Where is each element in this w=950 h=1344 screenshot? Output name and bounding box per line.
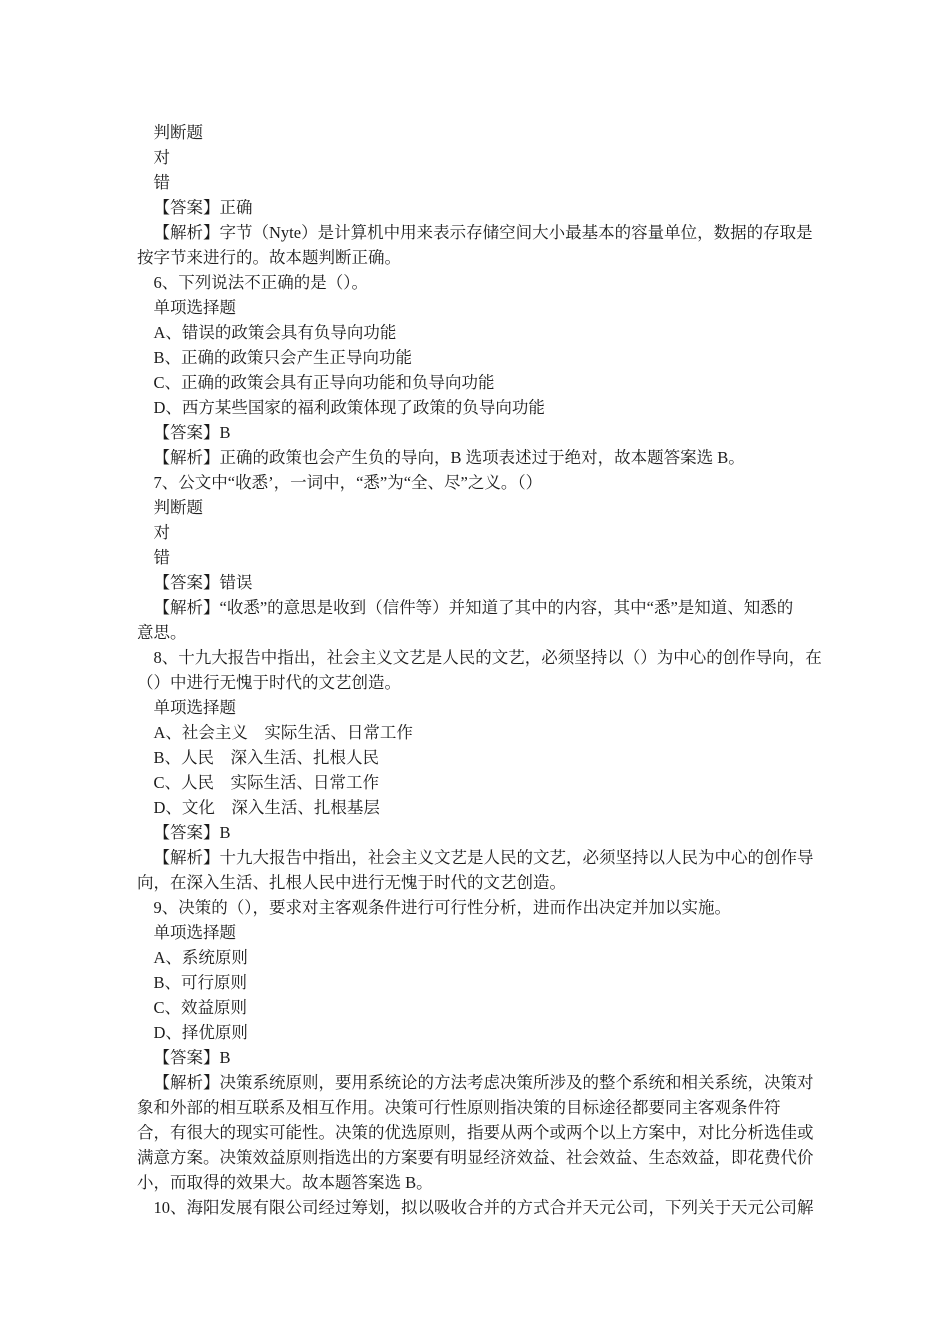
text-line: 单项选择题 <box>153 298 236 317</box>
text-line: D、文化 深入生活、扎根基层 <box>153 798 380 817</box>
text-line: 判断题 <box>153 498 203 517</box>
text-line: 10、海阳发展有限公司经过筹划，拟以吸收合并的方式合并天元公司，下列关于天元公司解 <box>153 1198 814 1217</box>
text-line: 【答案】B <box>153 1048 231 1067</box>
text-line: 【解析】决策系统原则，要用系统论的方法考虑决策所涉及的整个系统和相关系统，决策对 <box>153 1073 814 1092</box>
document-body <box>137 120 822 1220</box>
text-line: 【答案】B <box>153 423 231 442</box>
text-line: 【解析】字节（Nyte）是计算机中用来表示存储空间大小最基本的容量单位，数据的存取是 <box>153 223 813 242</box>
text-line: 象和外部的相互联系及相互作用。决策可行性原则指决策的目标途径都要同主客观条件符 <box>137 1098 781 1117</box>
text-line: 判断题 <box>153 123 203 142</box>
text-line: C、效益原则 <box>153 998 248 1017</box>
text-line: 【答案】正确 <box>153 198 253 217</box>
text-line: 按字节来进行的。故本题判断正确。 <box>137 248 401 267</box>
text-line: 对 <box>153 523 170 542</box>
text-line: 【解析】正确的政策也会产生负的导向，B 选项表述过于绝对，故本题答案选 B。 <box>153 448 745 467</box>
text-line: 8、十九大报告中指出，社会主义文艺是人民的文艺，必须坚持以（）为中心的创作导向，在 <box>153 648 822 667</box>
text-line: 合，有很大的现实可能性。决策的优选原则，指要从两个或两个以上方案中，对比分析选佳或 <box>137 1123 814 1142</box>
text-line: B、人民 深入生活、扎根人民 <box>153 748 380 767</box>
text-line: C、正确的政策会具有正导向功能和负导向功能 <box>153 373 495 392</box>
text-line: 【解析】“收悉”的意思是收到（信件等）并知道了其中的内容，其中“悉”是知道、知悉的 <box>153 598 794 617</box>
text-line: 意思。 <box>137 623 187 642</box>
text-line: 对 <box>153 148 170 167</box>
text-line: 错 <box>153 548 170 567</box>
text-line: 【答案】错误 <box>153 573 253 592</box>
text-line: A、社会主义 实际生活、日常工作 <box>153 723 413 742</box>
text-line: D、西方某些国家的福利政策体现了政策的负导向功能 <box>153 398 545 417</box>
text-line: A、系统原则 <box>153 948 248 967</box>
text-line: 向，在深入生活、扎根人民中进行无愧于时代的文艺创造。 <box>137 873 566 892</box>
text-line: A、错误的政策会具有负导向功能 <box>153 323 397 342</box>
text-line: B、正确的政策只会产生正导向功能 <box>153 348 413 367</box>
text-line: C、人民 实际生活、日常工作 <box>153 773 380 792</box>
text-line: 6、下列说法不正确的是（）。 <box>153 273 368 292</box>
text-line: 错 <box>153 173 170 192</box>
text-line: 【解析】十九大报告中指出，社会主义文艺是人民的文艺，必须坚持以人民为中心的创作导 <box>153 848 814 867</box>
text-line: D、择优原则 <box>153 1023 248 1042</box>
text-line: 9、决策的（），要求对主客观条件进行可行性分析，进而作出决定并加以实施。 <box>153 898 731 917</box>
text-line: 满意方案。决策效益原则指选出的方案要有明显经济效益、社会效益、生态效益，即花费代价 <box>137 1148 814 1167</box>
text-line: 单项选择题 <box>153 698 236 717</box>
text-line: 【答案】B <box>153 823 231 842</box>
text-line: 单项选择题 <box>153 923 236 942</box>
text-line: （）中进行无愧于时代的文艺创造。 <box>137 673 401 692</box>
text-line: 小，而取得的效果大。故本题答案选 B。 <box>137 1173 433 1192</box>
text-line: B、可行原则 <box>153 973 248 992</box>
text-line: 7、公文中“收悉’，一词中，“悉”为“全、尽”之义。（） <box>153 473 543 492</box>
